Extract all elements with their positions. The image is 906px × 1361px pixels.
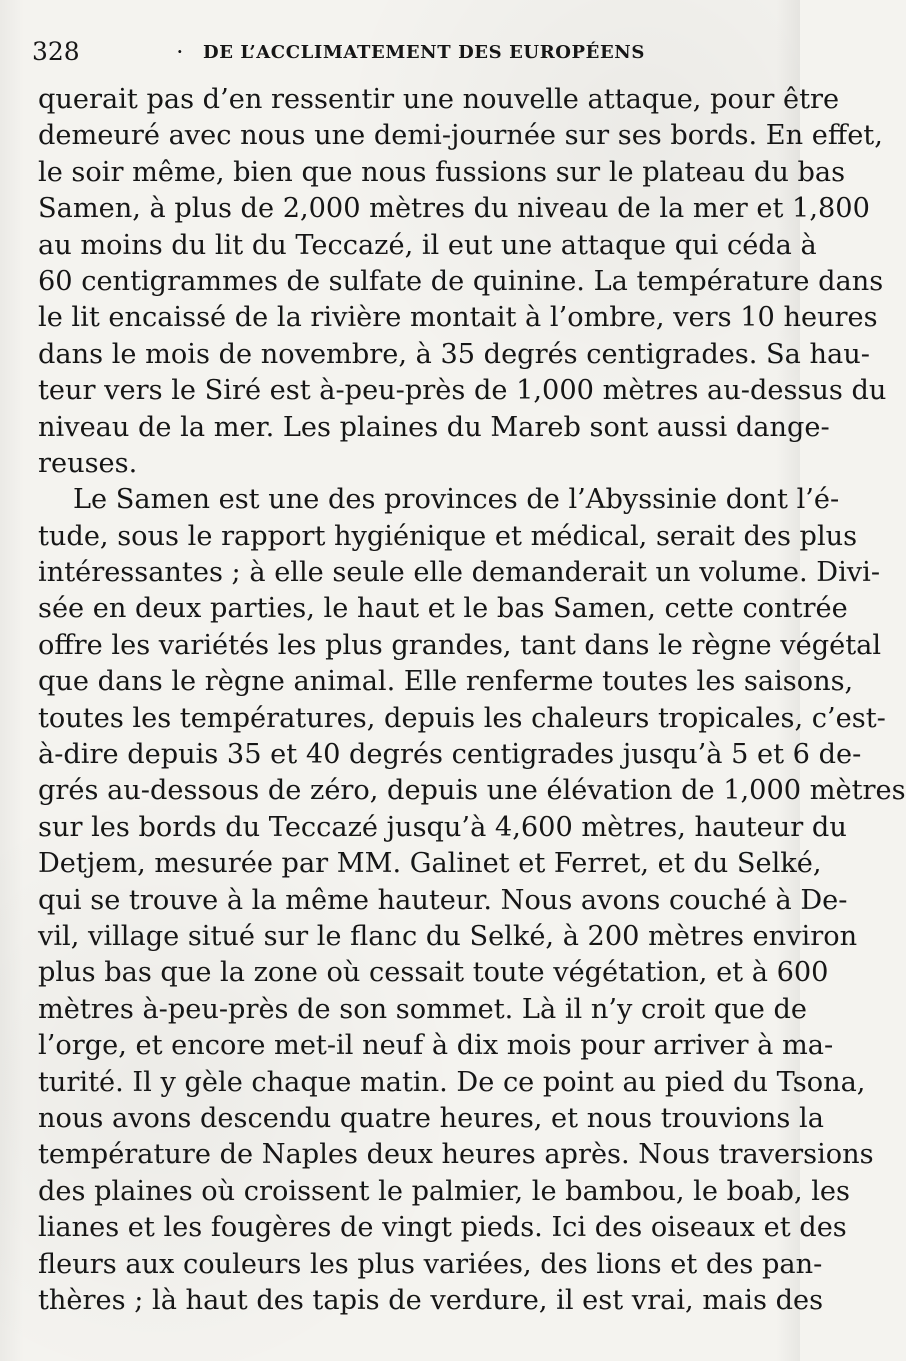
header-separator: · [177, 42, 183, 61]
text-line: intéressantes ; à elle seule elle demanderait un volume. Divi- [38, 557, 881, 589]
text-line: dans le mois de novembre, à 35 degrés centigrades. Sa hau- [38, 338, 870, 370]
text-line: mètres à-peu-près de son sommet. Là il n’y croit que de [38, 993, 808, 1025]
text-line: nous avons descendu quatre heures, et nous trouvions la [38, 1102, 824, 1134]
text-line: grés au-dessous de zéro, depuis une élévation de 1,000 mètres [38, 775, 906, 807]
page-number: 328 [32, 37, 80, 66]
text-line: plus bas que la zone où cessait toute végétation, et à 600 [38, 957, 829, 989]
text-line: sée en deux parties, le haut et le bas Samen, cette contrée [38, 593, 848, 625]
text-line: tude, sous le rapport hygiénique et médical, serait des plus [38, 520, 858, 552]
text-line: l’orge, et encore met-il neuf à dix mois pour arriver à ma- [38, 1030, 834, 1062]
running-title: DE L’ACCLIMATEMENT DES EUROPÉENS [203, 42, 645, 63]
text-line: au moins du lit du Teccazé, il eut une attaque qui céda à [38, 229, 817, 261]
text-line: à-dire depuis 35 et 40 degrés centigrades jusqu’à 5 et 6 de- [38, 739, 862, 771]
text-line: Samen, à plus de 2,000 mètres du niveau de la mer et 1,800 [38, 193, 870, 225]
text-line: turité. Il y gèle chaque matin. De ce point au pied du Tsona, [38, 1066, 866, 1098]
text-line: offre les variétés les plus grandes, tant dans le règne végétal [38, 629, 882, 661]
body-text [38, 82, 906, 1319]
paragraph-first-line: Le Samen est une des provinces de l’Abyssinie dont l’é- [73, 484, 840, 516]
text-line: Detjem, mesurée par MM. Galinet et Ferret, et du Selké, [38, 848, 822, 880]
text-line: querait pas d’en ressentir une nouvelle attaque, pour être [38, 84, 840, 115]
text-line: niveau de la mer. Les plaines du Mareb sont aussi dange- [38, 411, 830, 443]
text-line: des plaines où croissent le palmier, le bambou, le boab, les [38, 1175, 850, 1207]
text-line: demeuré avec nous une demi-journée sur ses bords. En effet, [38, 120, 883, 152]
text-line: le lit encaissé de la rivière montait à l’ombre, vers 10 heures [38, 302, 878, 334]
text-line: thères ; là haut des tapis de verdure, il est vrai, mais des [38, 1284, 824, 1316]
text-line: teur vers le Siré est à-peu-près de 1,000 mètres au-dessus du [38, 375, 887, 407]
text-line: toutes les températures, depuis les chaleurs tropicales, c’est- [38, 702, 886, 734]
text-line: qui se trouve à la même hauteur. Nous avons couché à De- [38, 884, 848, 916]
text-line: lianes et les fougères de vingt pieds. Ici des oiseaux et des [38, 1212, 847, 1244]
text-line: vil, village situé sur le flanc du Selké, à 200 mètres environ [38, 920, 858, 952]
text-line: le soir même, bien que nous fussions sur le plateau du bas [38, 156, 846, 188]
text-line: température de Naples deux heures après. Nous traversions [38, 1139, 874, 1171]
text-line: reuses. [38, 447, 138, 479]
text-line: sur les bords du Teccazé jusqu’à 4,600 mètres, hauteur du [38, 811, 847, 843]
text-line: fleurs aux couleurs les plus variées, des lions et des pan- [38, 1248, 823, 1280]
page-header [32, 34, 768, 70]
text-line: que dans le règne animal. Elle renferme toutes les saisons, [38, 666, 854, 698]
text-line: 60 centigrammes de sulfate de quinine. La température dans [38, 265, 884, 297]
